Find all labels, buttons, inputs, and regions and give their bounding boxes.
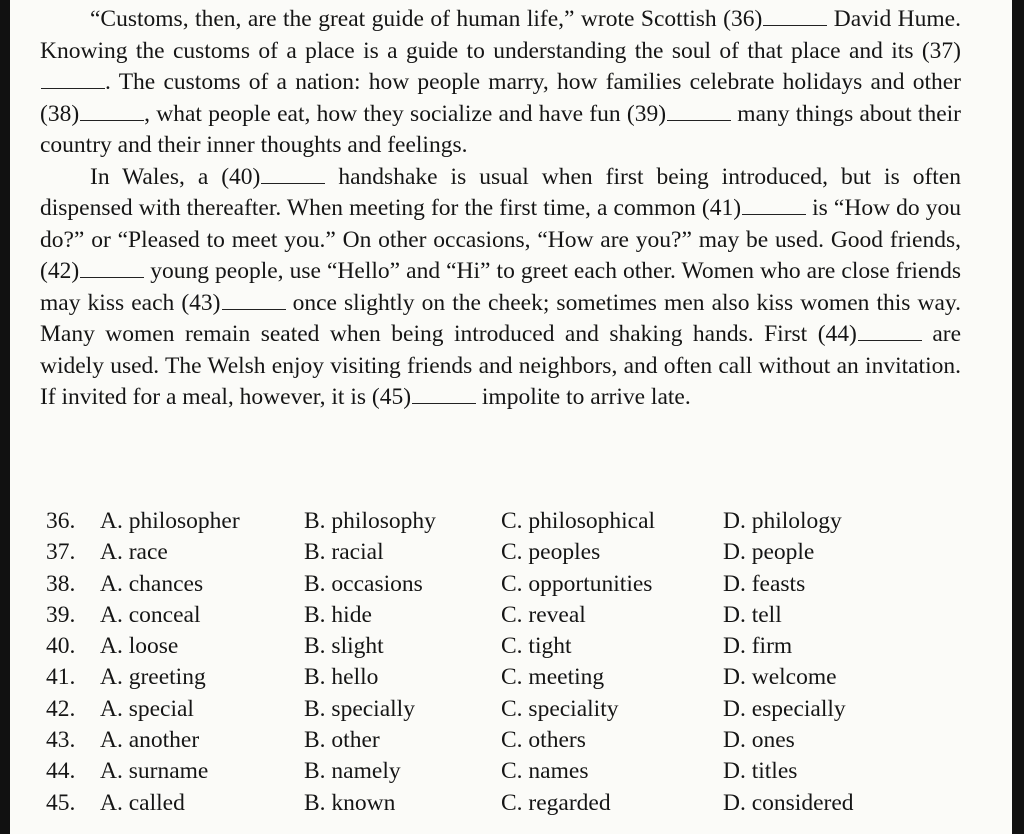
option-a: A. called <box>100 789 185 816</box>
question-number: 45. <box>46 789 76 816</box>
passage-text: many things about their country and their inner thoughts and feelings. <box>40 100 961 158</box>
blank-number: (41) <box>701 195 742 221</box>
option-c: C. philosophical <box>501 508 656 534</box>
blank-number: (36) <box>723 6 763 32</box>
answer-blank-line <box>742 213 806 215</box>
passage-text: are widely used. The Welsh enjoy visiting friends and neighbors, and often call without an invitation. If invited for a meal, however, it is <box>40 321 962 410</box>
answer-blank-line <box>222 308 286 310</box>
option-c: C. peoples <box>501 539 601 566</box>
option-a: A. conceal <box>100 601 201 628</box>
option-d: D. firm <box>723 633 793 660</box>
passage-text: once slightly on the cheek; sometimes men also kiss women this way. Many women remain seated when being introduced and shaking hands. First <box>40 289 961 347</box>
answer-blank-line <box>667 119 731 121</box>
question-row <box>32 725 992 756</box>
option-d: D. welcome <box>723 664 837 691</box>
blank-number: (42) <box>40 258 80 284</box>
question-number: 39. <box>46 601 76 628</box>
option-c: C. tight <box>501 633 572 660</box>
blank-number: (44) <box>817 321 857 347</box>
question-row <box>32 569 992 600</box>
option-d: D. especially <box>723 695 846 722</box>
question-row <box>32 756 992 787</box>
option-a: A. special <box>100 695 194 722</box>
option-a: A. surname <box>100 758 209 785</box>
blank-number: (38) <box>40 100 80 127</box>
question-row <box>32 788 992 819</box>
answer-blank-line <box>261 182 325 184</box>
question-number: 36. <box>46 508 76 534</box>
question-number: 37. <box>46 539 76 566</box>
option-b: B. namely <box>304 758 401 785</box>
question-row <box>32 537 992 568</box>
option-a: A. greeting <box>100 664 206 691</box>
question-row <box>32 694 992 725</box>
option-d: D. titles <box>723 758 798 785</box>
option-d: D. feasts <box>723 570 806 597</box>
question-row <box>32 631 992 662</box>
question-row <box>32 600 992 631</box>
option-b: B. philosophy <box>304 508 436 534</box>
option-c: C. regarded <box>501 789 611 816</box>
blank-number: (45) <box>371 384 412 410</box>
passage-text: In Wales, a <box>90 163 222 190</box>
option-a: A. chances <box>100 570 204 597</box>
passage-text: “Customs, then, are the great guide of human life,” wrote Scottish <box>90 6 724 32</box>
passage-text: handshake is usual when first being introduced, but is often dispensed with thereafter. When meeting for the first time, a common <box>40 163 961 221</box>
answer-blank-line <box>763 24 827 26</box>
question-number: 42. <box>46 695 76 722</box>
answer-blank-line <box>41 87 105 89</box>
passage-text: young people, use “Hello” and “Hi” to greet each other. Women who are close friends may kiss each <box>40 258 961 316</box>
question-number: 44. <box>46 758 76 785</box>
answer-blank-line <box>412 402 476 404</box>
passage-text: is “How do you do?” or “Pleased to meet you.” On other occasions, “How are you?” may be used. Good friends, <box>40 195 961 253</box>
answer-blank-line <box>858 339 922 341</box>
option-c: C. others <box>501 727 586 754</box>
answer-blank-line <box>80 276 144 278</box>
option-c: C. names <box>501 758 589 785</box>
option-c: C. meeting <box>501 664 605 691</box>
option-b: B. other <box>304 727 380 754</box>
option-d: D. philology <box>723 508 842 534</box>
option-d: D. people <box>723 539 815 566</box>
option-a: A. loose <box>100 633 179 660</box>
option-a: A. philosopher <box>100 508 240 534</box>
paragraph-1 <box>40 4 961 162</box>
passage-text: . The customs of a nation: how people marry, how families celebrate holidays and other <box>105 69 961 95</box>
option-d: D. considered <box>723 789 854 816</box>
option-b: B. hide <box>304 601 372 628</box>
passage-text: David Hume. Knowing the customs of a place is a guide to understanding the soul of that place and its <box>40 6 961 64</box>
blank-number: (43) <box>181 289 221 316</box>
answer-blank-line <box>80 119 144 121</box>
cloze-passage <box>40 4 961 414</box>
question-number: 41. <box>46 664 76 691</box>
option-d: D. tell <box>723 601 782 628</box>
document-page <box>10 0 1012 834</box>
option-b: B. known <box>304 789 396 816</box>
paragraph-2 <box>40 162 961 414</box>
answer-options <box>32 506 992 819</box>
blank-number: (37) <box>921 37 961 64</box>
option-d: D. ones <box>723 727 795 754</box>
question-row <box>32 662 992 693</box>
passage-text: impolite to arrive late. <box>476 384 691 410</box>
option-b: B. occasions <box>304 570 423 597</box>
option-b: B. slight <box>304 633 384 660</box>
question-row <box>32 506 992 537</box>
option-b: B. racial <box>304 539 384 566</box>
blank-number: (40) <box>221 163 261 190</box>
passage-text: , what people eat, how they socialize and have fun <box>144 100 627 127</box>
option-c: C. opportunities <box>501 570 653 597</box>
question-number: 40. <box>46 633 76 660</box>
option-b: B. hello <box>304 664 379 691</box>
option-c: C. speciality <box>501 695 619 722</box>
option-b: B. specially <box>304 695 415 722</box>
question-number: 38. <box>46 570 76 597</box>
option-a: A. race <box>100 539 168 566</box>
blank-number: (39) <box>626 100 667 127</box>
question-number: 43. <box>46 727 76 754</box>
option-a: A. another <box>100 727 200 754</box>
option-c: C. reveal <box>501 601 586 628</box>
